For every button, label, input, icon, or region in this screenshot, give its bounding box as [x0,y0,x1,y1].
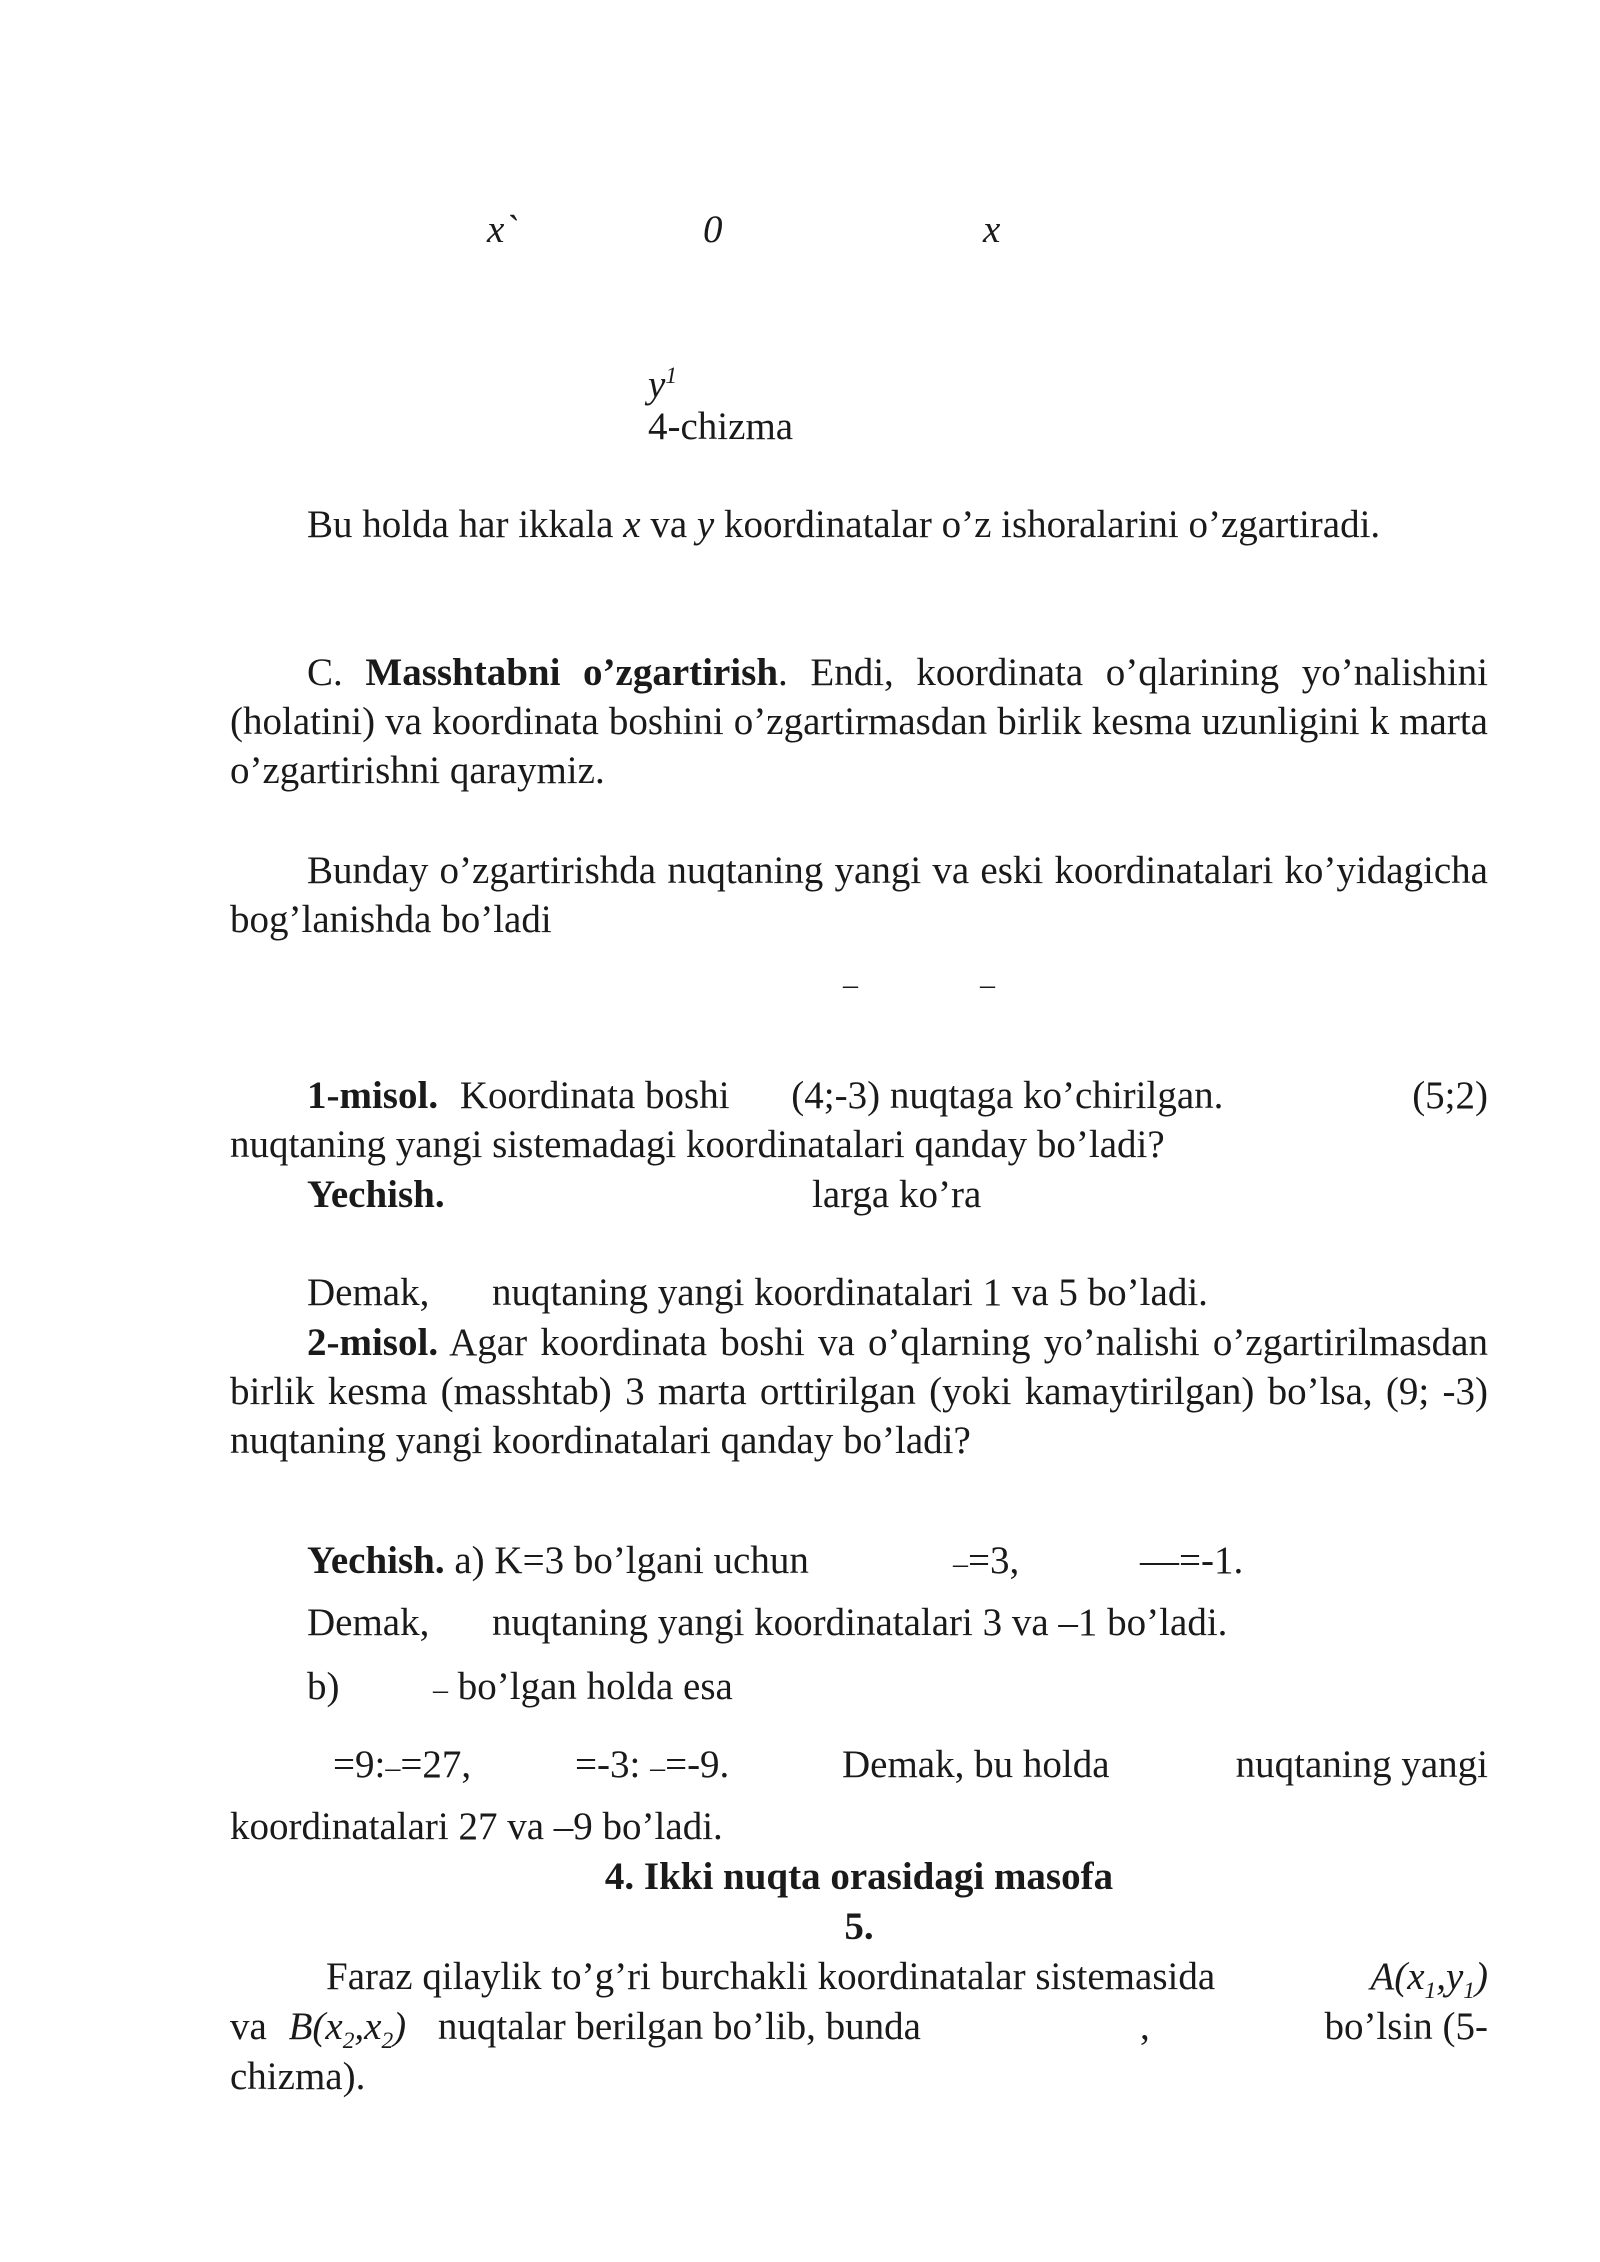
example-1-result-demak: Demak, [307,1271,430,1314]
calc-1a: =9: [333,1743,386,1786]
example-2-solution-a: a) K=3 bo’lgani uchun [454,1539,809,1582]
p1-y: y [696,503,715,546]
formula-dash-2: – [980,968,995,1001]
formula-dash-1: – [843,968,858,1001]
example-2-solution-line [307,1536,809,1585]
example-1-text-a: Koordinata boshi [459,1074,730,1117]
point-b [288,2005,407,2054]
example-1-line-2: nuqtaning yangi sistemadagi koordinatalari qanday bo’ladi? [230,1123,1165,1166]
example-1-solution-text: larga ko’ra [812,1173,982,1216]
frac-2-value: =-1. [1179,1539,1244,1582]
example-1-label: 1-misol. [307,1074,439,1117]
point-a-mid: ,y [1436,1955,1464,1998]
point-b-sub1: 2 [342,2027,355,2054]
p1-rest: koordinatalar o’z ishoralarini o’zgartiradi. [723,503,1381,546]
axis-label-y-sup: 1 [665,363,678,389]
example-1-line-1 [307,1071,1488,1120]
point-b-sub2: 2 [381,2027,394,2054]
example-1-text-c: (5;2) [1412,1074,1488,1117]
example-2-result-text: nuqtaning yangi koordinatalari 3 va –1 bo’ladi. [492,1601,1228,1644]
axis-label-x: x [983,208,1001,251]
frac-1-value: =3, [968,1539,1020,1582]
p3-va: va [230,2005,267,2048]
point-b-mid: ,x [354,2005,382,2048]
point-a-sub2: 1 [1463,1977,1475,2004]
example-1-result-text: nuqtaning yangi koordinatalari 1 va 5 bo’ladi. [492,1271,1208,1314]
example-2-final: koordinatalari 27 va –9 bo’ladi. [230,1805,723,1848]
p3-text-b: nuqtalar berilgan bo’lib, bunda [437,2005,921,2048]
axis-label-y-text: y [648,363,666,406]
point-a-end: ) [1475,1955,1488,1998]
point-b-text: B(x [288,2005,343,2048]
p1-x: x [623,503,641,546]
section-c-prefix: C. [307,651,343,694]
point-a-text: A(x [1370,1955,1425,1998]
example-2-label: 2-misol. [307,1321,439,1364]
p3-text-c: bo’lsin (5- [1324,2005,1488,2048]
p1-lead: Bu holda har ikkala [307,503,614,546]
p3-line-1 [326,1952,1488,2004]
example-2-calc-demak: Demak, bu holda [842,1743,1110,1786]
axis-label-x-negative: x` [487,208,518,251]
p1-va: va [650,503,688,546]
axis-label-origin: 0 [703,208,723,251]
section-c-text: . Endi, koordinata o’qlarining yo’nalishini (holatini) va koordinata boshini o’zgartirmasdan birlik kesma uzunligini k marta o’zgartirishni qaraymiz. [230,651,1489,792]
p3-text-a: Faraz qilaylik to’g’ri burchakli koordinatalar sistemasida [326,1955,1216,1998]
example-2-b-text: – bo’lgan holda esa [433,1665,733,1708]
example-2-solution-label: Yechish. [307,1539,445,1582]
point-a-sub1: 1 [1424,1977,1437,2004]
example-2-calc-tail: nuqtaning yangi [1235,1743,1488,1786]
paragraph-relation: Bunday o’zgartirishda nuqtaning yangi va eski koordinatalari ko’yidagicha bog’lanishda bo’ladi [230,849,1488,941]
p3-line-2 [230,2002,1488,2066]
example-2-result-demak: Demak, [307,1601,430,1644]
section-4-number: 5. [844,1905,874,1948]
example-2-calc-2: =-3: –=-9. [575,1743,730,1786]
p3-comma: , [1140,2005,1150,2048]
example-2-frac-2: —=-1. [1140,1539,1244,1582]
axis-label-y-negative [648,352,677,409]
example-2-calc-1: =9:–=27, [333,1743,472,1786]
figure-caption: 4-chizma [648,405,794,448]
calc-2a: =-3: [575,1743,641,1786]
example-1-text-b: (4;-3) nuqtaga ko’chirilgan. [791,1074,1224,1117]
example-2-b-label: b) [307,1665,340,1708]
calc-2b: =-9. [665,1743,730,1786]
example-2-paragraph [230,1318,1488,1465]
example-1-solution-label: Yechish. [307,1173,445,1216]
point-b-end: ) [393,2005,407,2048]
calc-1b: =27, [400,1743,472,1786]
b-text-value: bo’lgan holda esa [457,1665,733,1708]
paragraph-sign-change [230,500,1488,549]
section-c-paragraph [230,648,1488,795]
p3-line-3: chizma). [230,2055,366,2098]
example-2-text: Agar koordinata boshi va o’qlarning yo’nalishi o’zgartirilmasdan birlik kesma (masshtab) 3 marta orttirilgan (yoki kamaytirilgan) bo’lsa, (9; -3) nuqtaning yangi koordinatalari qanday bo’ladi? [230,1321,1488,1462]
example-2-frac-1: –=3, [953,1539,1020,1582]
section-4-heading: 4. Ikki nuqta orasidagi masofa [604,1855,1114,1898]
section-c-title: Masshtabni o’zgartirish [365,651,779,694]
